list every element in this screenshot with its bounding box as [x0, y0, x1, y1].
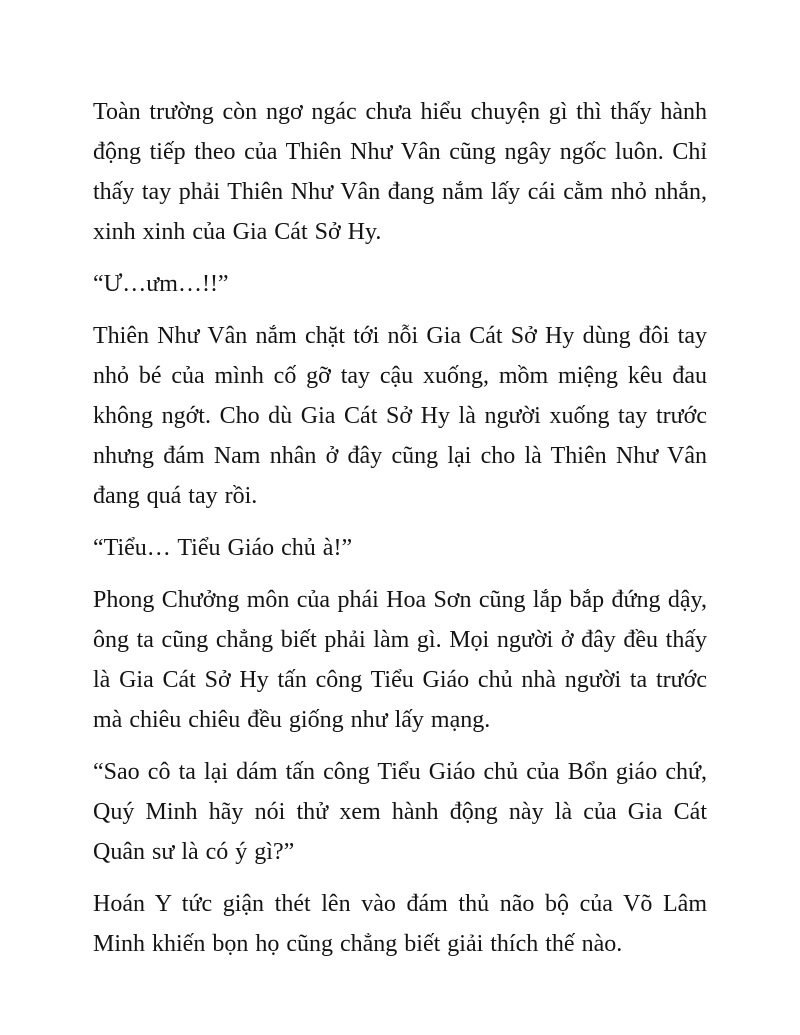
paragraph-dialogue-3: “Sao cô ta lại dám tấn công Tiểu Giáo chủ của Bổn giáo chứ, Quý Minh hãy nói thử xem hành động này là của Gia Cát Quân sư là có ý gì?”: [93, 759, 707, 865]
paragraph-dialogue-1: “Ư…ưm…!!”: [93, 271, 229, 297]
paragraph-narration-3: Phong Chưởng môn của phái Hoa Sơn cũng lắp bắp đứng dậy, ông ta cũng chẳng biết phải làm gì. Mọi người ở đây đều thấy là Gia Cát Sở Hy tấn công Tiểu Giáo chủ nhà người ta trước mà chiêu chiêu đều giống như lấy mạng.: [93, 587, 707, 733]
text-block: [93, 92, 707, 964]
paragraph-dialogue-2: “Tiểu… Tiểu Giáo chủ à!”: [93, 535, 353, 561]
paragraph-narration-1: Toàn trường còn ngơ ngác chưa hiểu chuyện gì thì thấy hành động tiếp theo của Thiên Như Vân cũng ngây ngốc luôn. Chỉ thấy tay phải Thiên Như Vân đang nắm lấy cái cằm nhỏ nhắn, xinh xinh của Gia Cát Sở Hy.: [93, 99, 707, 245]
paragraph-narration-4: Hoán Y tức giận thét lên vào đám thủ não bộ của Võ Lâm Minh khiến bọn họ cũng chẳng biết giải thích thế nào.: [93, 891, 707, 957]
paragraph-narration-2: Thiên Như Vân nắm chặt tới nỗi Gia Cát Sở Hy dùng đôi tay nhỏ bé của mình cố gỡ tay cậu xuống, mồm miệng kêu đau không ngớt. Cho dù Gia Cát Sở Hy là người xuống tay trước nhưng đám Nam nhân ở đây cũng lại cho là Thiên Như Vân đang quá tay rồi.: [93, 323, 707, 509]
